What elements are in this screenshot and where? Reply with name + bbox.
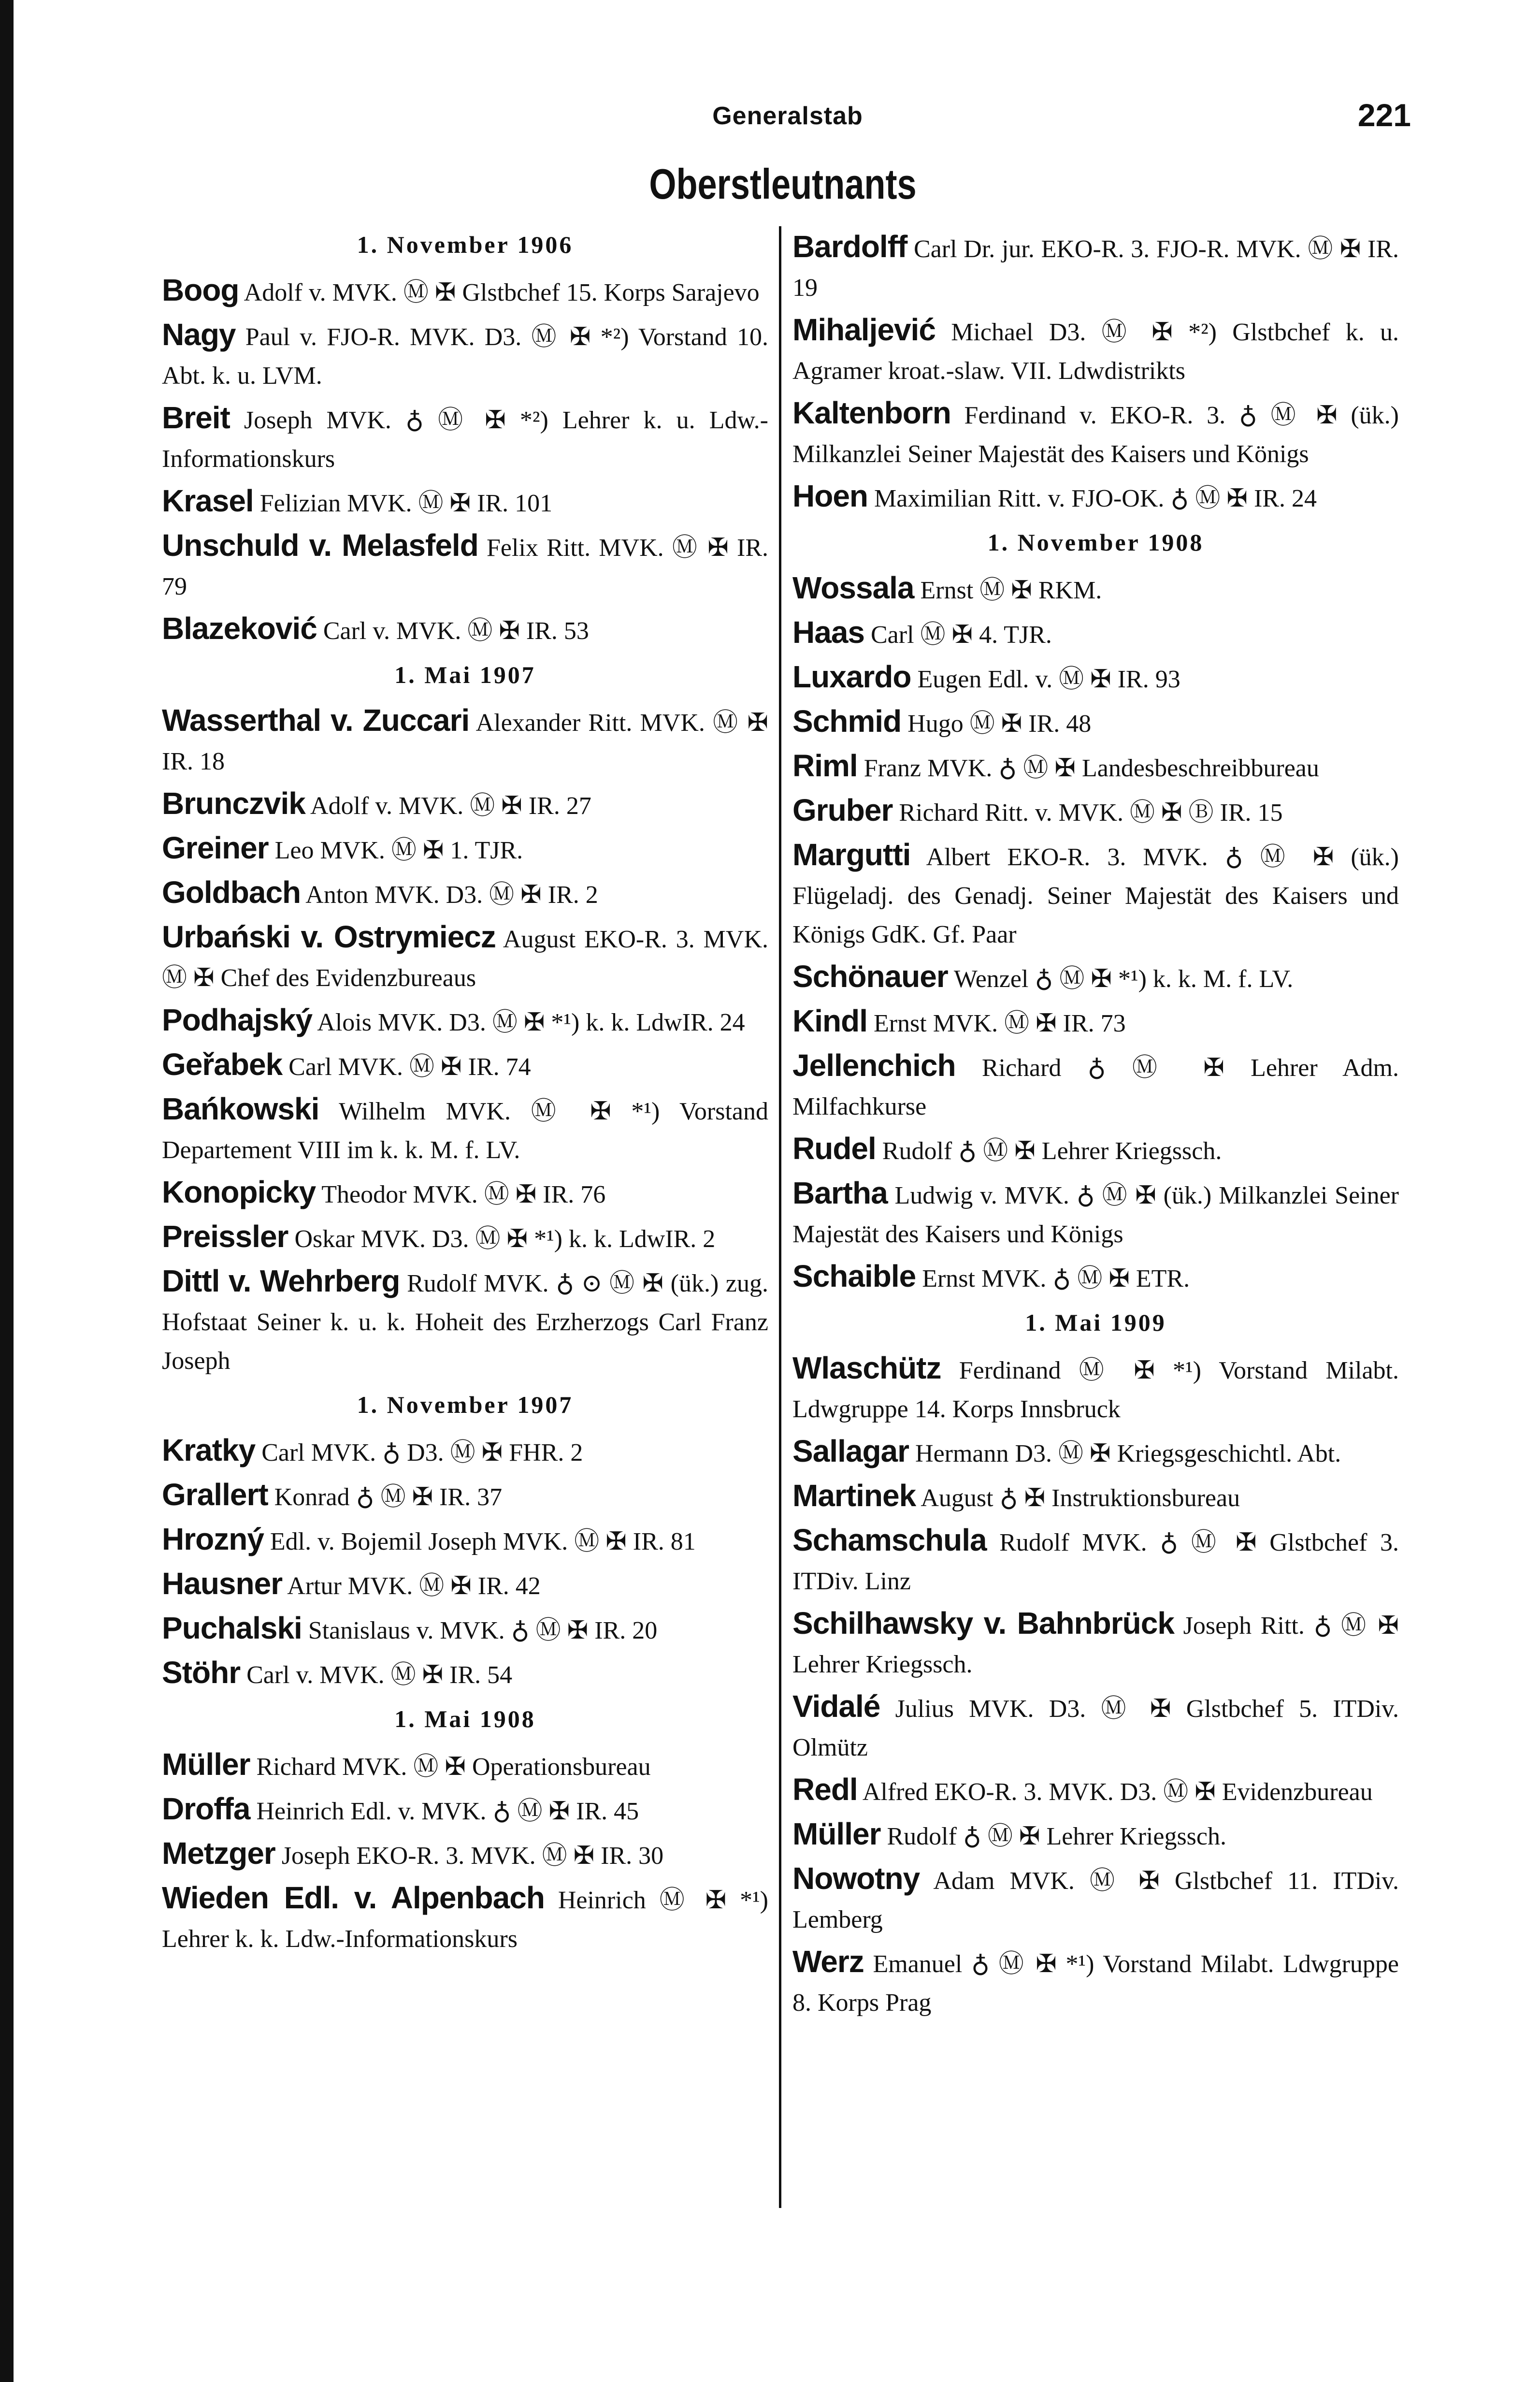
officer-details: Maximilian Ritt. v. FJO-OK. ♁ Ⓜ ✠ IR. 24 [874, 485, 1317, 512]
officer-entry [792, 1687, 1399, 1767]
officer-name: Sallagar [792, 1434, 909, 1468]
officer-entry [162, 1878, 768, 1959]
officer-entry [162, 1789, 768, 1831]
officer-name: Wieden Edl. v. Alpenbach [162, 1880, 545, 1915]
officer-entry [162, 1001, 768, 1042]
officer-name: Redl [792, 1772, 858, 1807]
officer-name: Schamschula [792, 1523, 987, 1557]
section-title: Oberstleutnants [649, 160, 917, 208]
officer-entry [162, 1089, 768, 1170]
date-heading: 1. November 1906 [357, 231, 574, 258]
officer-entry [162, 1173, 768, 1214]
officer-name: Breit [162, 400, 230, 435]
officer-name: Vidalé [792, 1689, 880, 1724]
officer-name: Kratky [162, 1433, 256, 1467]
officer-entry [792, 1349, 1399, 1429]
column-divider [779, 226, 781, 2208]
officer-name: Nowotny [792, 1861, 920, 1896]
officer-entry [792, 1129, 1399, 1171]
officer-name: Martinek [792, 1478, 916, 1513]
officer-details: Ernst MVK. ♁ Ⓜ ✠ ETR. [922, 1265, 1190, 1293]
officer-name: Hoen [792, 479, 868, 513]
officer-entry [792, 227, 1399, 307]
officer-name: Wossala [792, 570, 914, 605]
officer-entry [162, 1520, 768, 1561]
officer-details: Carl v. MVK. Ⓜ ✠ IR. 53 [323, 617, 589, 645]
officer-details: Joseph MVK. ♁ Ⓜ ✠ *²) Lehrer k. u. Ldw.-Informationskurs [162, 407, 768, 473]
officer-details: Stanislaus v. MVK. ♁ Ⓜ ✠ IR. 20 [308, 1617, 658, 1644]
officer-details: Ludwig v. MVK. ♁ Ⓜ ✠ (ük.) Milkanzlei Seiner Majestät des Kaisers und Königs [792, 1182, 1399, 1248]
officer-details: Alexander Ritt. MVK. Ⓜ ✠ IR. 18 [162, 709, 768, 775]
officer-details: Wilhelm MVK. Ⓜ ✠ *¹) Vorstand Departement VIII im k. k. M. f. LV. [162, 1098, 768, 1164]
officer-details: Ernst MVK. Ⓜ ✠ IR. 73 [873, 1010, 1126, 1037]
officer-entry [162, 1609, 768, 1650]
officer-name: Luxardo [792, 659, 911, 694]
officer-details: Theodor MVK. Ⓜ ✠ IR. 76 [321, 1181, 606, 1208]
officer-name: Preissler [162, 1219, 288, 1254]
officer-details: Adolf v. MVK. Ⓜ ✠ Glstbchef 15. Korps Sarajevo [244, 279, 760, 306]
officer-entry [792, 568, 1399, 610]
officer-entry [792, 1770, 1399, 1812]
officer-name: Grallert [162, 1477, 268, 1512]
officer-entry [792, 791, 1399, 832]
officer-name: Kindl [792, 1003, 867, 1038]
officer-details: Joseph Ritt. ♁ Ⓜ ✠ Lehrer Kriegssch. [792, 1612, 1399, 1678]
officer-details: Rudolf ♁ Ⓜ ✠ Lehrer Kriegssch. [882, 1137, 1222, 1165]
officer-details: Richard MVK. Ⓜ ✠ Operationsbureau [256, 1753, 651, 1781]
officer-entry [792, 393, 1399, 474]
officer-entry [792, 702, 1399, 743]
officer-entry [792, 1859, 1399, 1939]
date-heading: 1. Mai 1908 [394, 1705, 536, 1732]
officer-entry [162, 1834, 768, 1875]
officer-name: Konopicky [162, 1175, 316, 1209]
officer-entry [792, 835, 1399, 954]
date-heading: 1. Mai 1909 [1025, 1309, 1166, 1336]
officer-details: August ♁ ✠ Instruktionsbureau [921, 1484, 1240, 1512]
officer-name: Wasserthal v. Zuccari [162, 703, 470, 738]
officer-name: Droffa [162, 1791, 250, 1826]
officer-details: Richard Ritt. v. MVK. Ⓜ ✠ Ⓑ IR. 15 [899, 799, 1283, 827]
officer-details: August EKO-R. 3. MVK. Ⓜ ✠ Chef des Evidenzbureaus [162, 926, 768, 992]
officer-details: Adam MVK. Ⓜ ✠ Glstbchef 11. ITDiv. Lemberg [792, 1867, 1399, 1933]
officer-name: Krasel [162, 483, 254, 518]
officer-name: Wlaschütz [792, 1351, 941, 1385]
officer-details: Julius MVK. D3. Ⓜ ✠ Glstbchef 5. ITDiv. Olmütz [792, 1695, 1399, 1761]
officer-name: Bańkowski [162, 1091, 319, 1126]
officer-name: Greiner [162, 830, 269, 865]
officer-name: Dittl v. Wehrberg [162, 1264, 400, 1298]
officer-entry [162, 1431, 768, 1472]
officer-name: Stöhr [162, 1655, 241, 1690]
officer-details: Rudolf MVK. ♁ ⊙ Ⓜ ✠ (ük.) zug. Hofstaat Seiner k. u. k. Hoheit des Erzherzogs Carl Franz Joseph [162, 1270, 768, 1375]
officer-name: Hausner [162, 1566, 283, 1601]
officer-name: Schmid [792, 704, 902, 739]
officer-details: Leo MVK. Ⓜ ✠ 1. TJR. [274, 837, 523, 864]
officer-details: Edl. v. Bojemil Joseph MVK. Ⓜ ✠ IR. 81 [270, 1528, 696, 1555]
officer-name: Schaible [792, 1259, 916, 1293]
officer-name: Haas [792, 615, 864, 650]
officer-name: Bardolff [792, 229, 907, 264]
officer-details: Adolf v. MVK. Ⓜ ✠ IR. 27 [310, 792, 591, 820]
officer-details: Joseph EKO-R. 3. MVK. Ⓜ ✠ IR. 30 [281, 1842, 664, 1870]
officer-entry [792, 957, 1399, 999]
officer-details: Hermann D3. Ⓜ ✠ Kriegsgeschichtl. Abt. [915, 1440, 1341, 1467]
officer-name: Gruber [792, 793, 893, 828]
officer-details: Carl Ⓜ ✠ 4. TJR. [871, 621, 1052, 649]
officer-details: Wenzel ♁ Ⓜ ✠ *¹) k. k. M. f. LV. [953, 965, 1294, 993]
officer-entry [792, 1257, 1399, 1298]
page-number: 221 [1357, 97, 1411, 133]
officer-details: Richard ♁ Ⓜ ✠ Lehrer Adm. Milfachkurse [792, 1054, 1399, 1120]
officer-details: Ferdinand Ⓜ ✠ *¹) Vorstand Milabt. Ldwgruppe 14. Korps Innsbruck [792, 1357, 1399, 1423]
officer-details: Oskar MVK. D3. Ⓜ ✠ *¹) k. k. LdwIR. 2 [294, 1225, 716, 1253]
officer-entry [162, 609, 768, 651]
running-head: Generalstab [712, 102, 863, 130]
officer-details: Ferdinand v. EKO-R. 3. ♁ Ⓜ ✠ (ük.) Milkanzlei Seiner Majestät des Kaisers und Königs [792, 402, 1399, 468]
officer-name: Boog [162, 273, 239, 307]
officer-details: Rudolf ♁ Ⓜ ✠ Lehrer Kriegssch. [887, 1823, 1227, 1850]
officer-entry [162, 1262, 768, 1380]
officer-name: Kaltenborn [792, 395, 951, 430]
officer-name: Margutti [792, 837, 911, 872]
officer-name: Geřabek [162, 1047, 283, 1082]
officer-entry [162, 784, 768, 826]
officer-entry [162, 828, 768, 870]
officer-details: Albert EKO-R. 3. MVK. ♁ Ⓜ ✠ (ük.) Flügeladj. des Genadj. Seiner Majestät des Kaisers und Königs GdK. Gf. Paar [792, 843, 1399, 948]
officer-details: Heinrich Edl. v. MVK. ♁ Ⓜ ✠ IR. 45 [256, 1798, 639, 1825]
officer-name: Müller [792, 1816, 881, 1851]
officer-details: Paul v. FJO-R. MVK. D3. Ⓜ ✠ *²) Vorstand 10. Abt. k. u. LVM. [162, 323, 768, 390]
officer-entry [162, 526, 768, 606]
officer-entry [792, 477, 1399, 518]
officer-name: Urbański v. Ostrymiecz [162, 919, 496, 954]
officer-entry [162, 1217, 768, 1259]
officer-details: Hugo Ⓜ ✠ IR. 48 [907, 710, 1092, 738]
left-column [162, 227, 768, 1961]
date-heading: 1. November 1908 [987, 529, 1204, 556]
officer-entry [162, 917, 768, 998]
officer-entry [162, 398, 768, 479]
officer-name: Goldbach [162, 875, 301, 910]
officer-name: Jellenchich [792, 1048, 956, 1083]
officer-details: Carl MVK. Ⓜ ✠ IR. 74 [288, 1053, 531, 1081]
officer-name: Nagy [162, 317, 236, 352]
officer-entry [792, 1815, 1399, 1856]
officer-name: Schönauer [792, 959, 948, 994]
officer-entry [792, 1174, 1399, 1254]
officer-name: Metzger [162, 1836, 275, 1871]
officer-entry [792, 1604, 1399, 1684]
officer-details: Alois MVK. D3. Ⓜ ✠ *¹) k. k. LdwIR. 24 [317, 1009, 745, 1036]
officer-entry [792, 746, 1399, 788]
officer-details: Emanuel ♁ Ⓜ ✠ *¹) Vorstand Milabt. Ldwgruppe 8. Korps Prag [792, 1950, 1399, 2017]
officer-name: Puchalski [162, 1611, 302, 1645]
officer-entry [792, 1002, 1399, 1043]
officer-name: Brunczvik [162, 786, 305, 821]
officer-name: Hrozný [162, 1522, 264, 1556]
date-heading: 1. Mai 1907 [394, 661, 536, 688]
officer-entry [162, 1045, 768, 1087]
officer-entry [162, 271, 768, 312]
officer-details: Eugen Edl. v. Ⓜ ✠ IR. 93 [917, 666, 1180, 693]
officer-entry [792, 1046, 1399, 1126]
officer-entry [162, 1475, 768, 1517]
officer-entry [792, 1521, 1399, 1601]
officer-name: Bartha [792, 1176, 888, 1210]
officer-entry [792, 613, 1399, 654]
officer-details: Carl Dr. jur. EKO-R. 3. FJO-R. MVK. Ⓜ ✠ IR. 19 [792, 235, 1399, 302]
officer-details: Konrad ♁ Ⓜ ✠ IR. 37 [274, 1483, 503, 1511]
officer-details: Carl MVK. ♁ D3. Ⓜ ✠ FHR. 2 [261, 1439, 583, 1467]
officer-entry [162, 481, 768, 523]
officer-name: Unschuld v. Melasfeld [162, 528, 478, 563]
officer-details: Artur MVK. Ⓜ ✠ IR. 42 [287, 1572, 541, 1600]
officer-entry [162, 315, 768, 395]
officer-name: Schilhawsky v. Bahnbrück [792, 1606, 1174, 1641]
officer-details: Michael D3. Ⓜ ✠ *²) Glstbchef k. u. Agramer kroat.-slaw. VII. Ldwdistrikts [792, 319, 1399, 385]
officer-name: Riml [792, 748, 858, 783]
officer-entry [792, 1942, 1399, 2022]
officer-name: Müller [162, 1747, 250, 1782]
officer-entry [792, 1476, 1399, 1518]
officer-entry [162, 1653, 768, 1695]
officer-name: Werz [792, 1944, 864, 1979]
officer-entry [162, 1564, 768, 1606]
officer-name: Mihaljević [792, 312, 936, 347]
officer-details: Rudolf MVK. ♁ Ⓜ ✠ Glstbchef 3. ITDiv. Linz [792, 1529, 1399, 1595]
officer-entry [162, 1745, 768, 1786]
officer-details: Franz MVK. ♁ Ⓜ ✠ Landesbeschreibbureau [864, 755, 1319, 782]
officer-name: Rudel [792, 1131, 876, 1166]
right-column [792, 227, 1399, 2025]
officer-entry [162, 701, 768, 781]
officer-entry [792, 657, 1399, 699]
officer-details: Ernst Ⓜ ✠ RKM. [920, 577, 1102, 604]
officer-details: Felix Ritt. MVK. Ⓜ ✠ IR. 79 [162, 534, 768, 600]
date-heading: 1. November 1907 [357, 1391, 574, 1418]
officer-entry [792, 1432, 1399, 1473]
officer-details: Heinrich Ⓜ ✠ *¹) Lehrer k. k. Ldw.-Informationskurs [162, 1887, 768, 1953]
officer-name: Blazeković [162, 611, 317, 646]
officer-entry [792, 310, 1399, 391]
officer-details: Alfred EKO-R. 3. MVK. D3. Ⓜ ✠ Evidenzbureau [862, 1778, 1373, 1806]
officer-name: Podhajský [162, 1002, 313, 1037]
officer-details: Anton MVK. D3. Ⓜ ✠ IR. 2 [305, 881, 598, 909]
officer-entry [162, 873, 768, 915]
officer-details: Felizian MVK. Ⓜ ✠ IR. 101 [259, 490, 553, 517]
officer-details: Carl v. MVK. Ⓜ ✠ IR. 54 [246, 1661, 513, 1689]
scan-edge [0, 0, 14, 2382]
